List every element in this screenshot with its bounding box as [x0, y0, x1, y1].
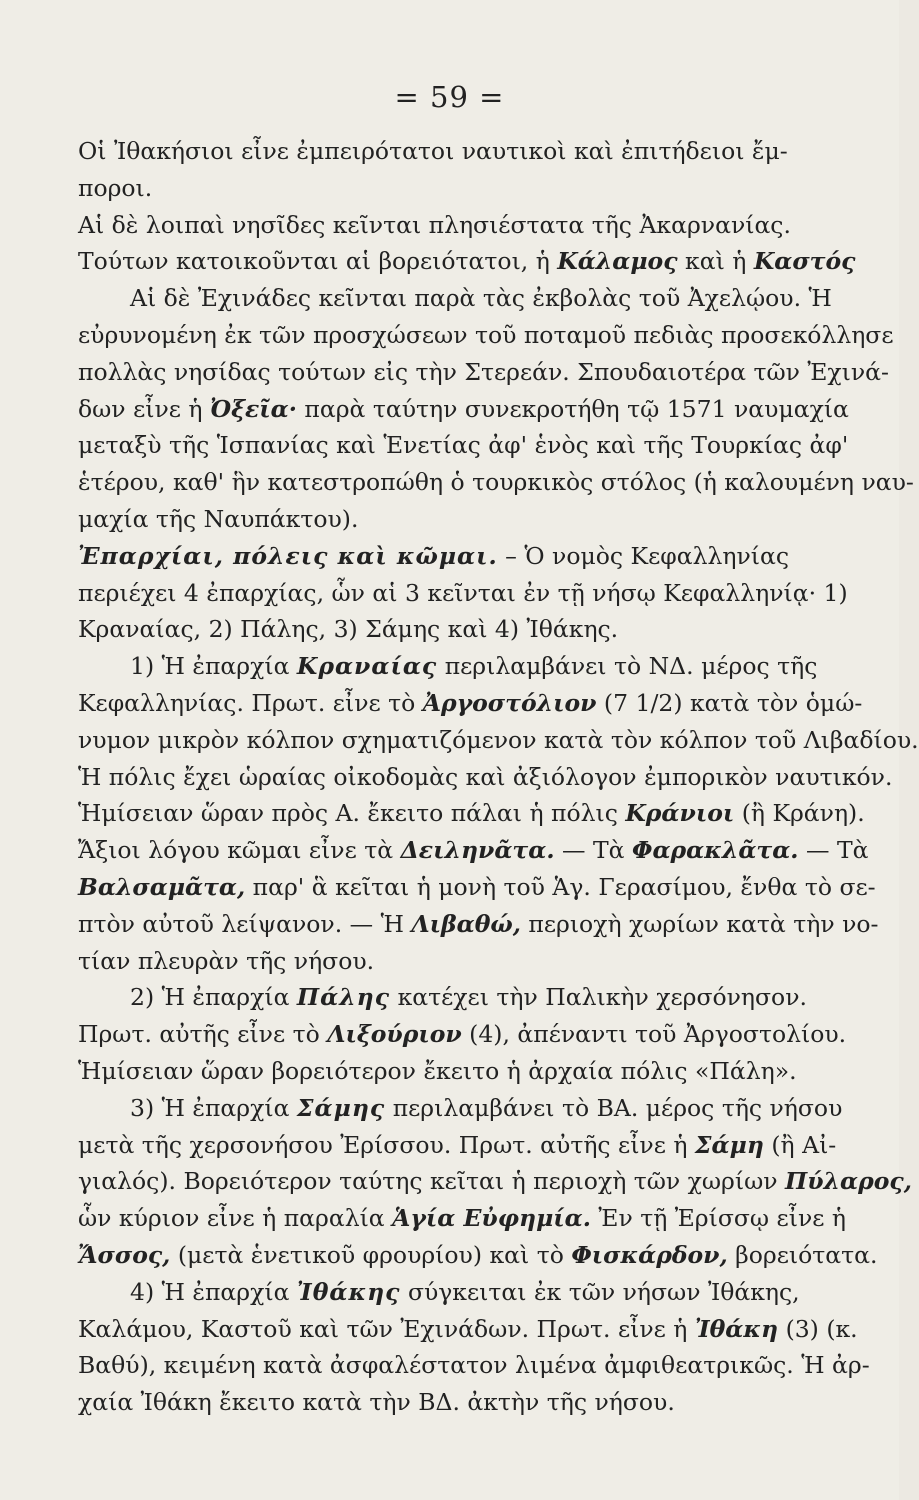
text-run: σύγκειται ἐκ τῶν νήσων Ἰθάκης,	[400, 1277, 800, 1306]
emphasized-term: Ἄσσος,	[78, 1240, 171, 1269]
text-run: παρ' ἃ κεῖται ἡ μονὴ τοῦ Ἁγ. Γερασίμου, ἔνθα τὸ σε-	[245, 872, 876, 901]
emphasized-term: Φαρακλᾶτα.	[631, 836, 799, 865]
text-run: γιαλός). Βορειότερον ταύτης κεῖται ἡ περιοχὴ τῶν χωρίων	[78, 1167, 786, 1196]
text-run: ποροι.	[78, 173, 153, 202]
text-run: (ἢ Κράνη).	[734, 799, 865, 828]
text-run: 2) Ἡ ἐπαρχία	[130, 983, 297, 1012]
text-run: (μετὰ ἑνετικοῦ φρουρίου) καὶ τὸ	[170, 1240, 572, 1269]
emphasized-term: Σάμης	[296, 1093, 386, 1122]
page-number: = 59 =	[394, 80, 505, 114]
text-run: (7 1/2) κατὰ τὸν ὁμώ-	[596, 688, 863, 717]
emphasized-term: Σάμη	[694, 1130, 764, 1159]
text-line	[78, 869, 878, 906]
text-line	[78, 391, 878, 428]
text-run: Ἐν τῇ Ἐρίσσῳ εἶνε ἡ	[590, 1204, 846, 1233]
text-run: Κραναίας, 2) Πάλης, 3) Σάμης καὶ 4) Ἰθάκης.	[78, 615, 619, 644]
emphasized-term: Ἐπαρχίαι, πόλεις καὶ κῶμαι.	[78, 541, 498, 570]
text-run: κατέχει τὴν Παλικὴν χερσόνησον.	[390, 983, 807, 1012]
text-line	[78, 207, 878, 244]
text-line	[78, 243, 878, 280]
text-run: περιέχει 4 ἐπαρχίας, ὧν αἱ 3 κεῖνται ἐν τῇ νήσῳ Κεφαλληνίᾳ· 1)	[78, 578, 848, 607]
emphasized-term: Βαλσαμᾶτα,	[78, 872, 246, 901]
emphasized-term: Κράνιοι	[625, 799, 735, 828]
text-run: Τούτων κατοικοῦνται αἱ βορειότατοι, ἡ	[78, 247, 558, 276]
text-line	[78, 979, 878, 1016]
text-run: Καλάμου, Καστοῦ καὶ τῶν Ἐχινάδων. Πρωτ. εἶνε ἡ	[78, 1314, 695, 1343]
text-run: Ἡμίσειαν ὥραν πρὸς Α. ἔκειτο πάλαι ἡ πόλις	[78, 799, 626, 828]
text-line	[78, 1053, 878, 1090]
emphasized-term: Κραναίας	[296, 652, 438, 681]
text-line	[78, 648, 878, 685]
text-run: πολλὰς νησίδας τούτων εἰς τὴν Στερεάν. Σπουδαιοτέρα τῶν Ἐχινά-	[78, 357, 889, 386]
text-run: πτὸν αὐτοῦ λείψανον. — Ἡ	[78, 909, 412, 938]
emphasized-term: Λιβαθώ,	[411, 909, 521, 938]
body-text	[78, 133, 919, 1421]
text-run: ὧν κύριον εἶνε ἡ παραλία	[78, 1204, 393, 1233]
text-run: Ἡ πόλις ἔχει ὡραίας οἰκοδομὰς καὶ ἀξιόλογον ἐμπορικὸν ναυτικόν.	[78, 762, 893, 791]
text-line	[78, 1384, 878, 1421]
text-line	[78, 1163, 912, 1200]
text-line	[78, 354, 889, 391]
text-line	[78, 685, 878, 722]
text-line	[78, 832, 878, 869]
text-run: (4), ἀπέναντι τοῦ Ἀργοστολίου.	[461, 1020, 847, 1049]
text-line	[78, 464, 914, 501]
text-run: Αἱ δὲ λοιπαὶ νησῖδες κεῖνται πλησιέστατα τῆς Ἀκαρνανίας.	[78, 210, 791, 239]
text-run: 3) Ἡ ἐπαρχία	[130, 1093, 297, 1122]
text-run: Αἱ δὲ Ἐχινάδες κεῖνται παρὰ τὰς ἐκβολὰς τοῦ Ἀχελῴου. Ἡ	[130, 284, 832, 313]
text-run: περιοχὴ χωρίων κατὰ τὴν νο-	[520, 909, 879, 938]
text-line	[78, 1090, 878, 1127]
text-line	[78, 538, 878, 575]
text-line	[78, 611, 878, 648]
text-run: Ἡμίσειαν ὥραν βορειότερον ἔκειτο ἡ ἀρχαία πόλις «Πάλη».	[78, 1056, 797, 1085]
emphasized-term: Ἰθάκη	[694, 1314, 779, 1343]
text-line	[78, 575, 878, 612]
text-run: παρὰ ταύτην συνεκροτήθη τῷ 1571 ναυμαχία	[296, 394, 849, 423]
text-line	[78, 795, 878, 832]
text-run: μαχία τῆς Ναυπάκτου).	[78, 504, 359, 533]
text-run: περιλαμβάνει τὸ ΒΑ. μέρος τῆς νήσου	[385, 1093, 843, 1122]
text-line	[78, 943, 878, 980]
text-line	[78, 280, 878, 317]
text-run: 1) Ἡ ἐπαρχία	[130, 652, 297, 681]
text-run: Ἄξιοι λόγου κῶμαι εἶνε τὰ	[78, 836, 401, 865]
text-run: – Ὁ νομὸς Κεφαλληνίας	[497, 541, 789, 570]
text-run: Οἱ Ἰθακήσιοι εἶνε ἐμπειρότατοι ναυτικοὶ καὶ ἐπιτήδειοι ἔμ-	[78, 137, 788, 165]
text-line	[78, 759, 893, 796]
emphasized-term: Λιξούριον	[327, 1020, 462, 1049]
emphasized-term: Δειληνᾶτα.	[400, 836, 555, 865]
text-run: — Τὰ	[554, 836, 632, 865]
text-run: Πρωτ. αὐτῆς εἶνε τὸ	[78, 1020, 328, 1049]
text-line	[78, 133, 878, 170]
text-run: δων εἶνε ἡ	[78, 394, 210, 423]
text-run: ἑτέρου, καθ' ἣν κατεστροπώθη ὁ τουρκικὸς στόλος (ἡ καλουμένη ναυ-	[78, 468, 914, 497]
text-run: χαία Ἰθάκη ἔκειτο κατὰ τὴν ΒΔ. ἀκτὴν τῆς νήσου.	[78, 1388, 675, 1417]
text-run: καὶ ἡ	[677, 247, 754, 276]
emphasized-term: Φισκάρδον,	[571, 1240, 728, 1269]
text-line	[78, 1237, 878, 1274]
emphasized-term: Ἁγία Εὐφημία.	[392, 1204, 591, 1233]
text-line	[78, 317, 894, 354]
text-line	[78, 427, 878, 464]
emphasized-term: Πάλης	[296, 983, 391, 1012]
text-line	[78, 1347, 878, 1384]
emphasized-term: Καστός	[753, 247, 856, 276]
text-run: μεταξὺ τῆς Ἱσπανίας καὶ Ἑνετίας ἀφ' ἑνὸς καὶ τῆς Τουρκίας ἀφ'	[78, 431, 849, 460]
text-line	[78, 722, 919, 759]
text-line	[78, 1274, 878, 1311]
text-run: εὐρυνομένη ἐκ τῶν προσχώσεων τοῦ ποταμοῦ πεδιὰς προσεκόλλησε	[78, 320, 894, 349]
text-run: τίαν πλευρὰν τῆς νήσου.	[78, 946, 375, 975]
text-line	[78, 1016, 878, 1053]
text-run: νυμον μικρὸν κόλπον σχηματιζόμενον κατὰ τὸν κόλπον τοῦ Λιβαδίου.	[78, 725, 919, 754]
text-line	[78, 501, 878, 538]
text-run: 4) Ἡ ἐπαρχία	[130, 1277, 297, 1306]
emphasized-term: Πύλαρος,	[785, 1167, 912, 1196]
text-run: — Τὰ	[798, 836, 869, 865]
text-run: Κεφαλληνίας. Πρωτ. εἶνε τὸ	[78, 688, 423, 717]
text-line	[78, 906, 878, 943]
emphasized-term: Ἀργοστόλιον	[422, 688, 597, 717]
text-line	[78, 1311, 878, 1348]
emphasized-term: Ὀξεῖα·	[209, 394, 297, 423]
text-run: περιλαμβάνει τὸ ΝΔ. μέρος τῆς	[437, 652, 818, 681]
emphasized-term: Ἰθάκης	[296, 1277, 401, 1306]
emphasized-term: Κάλαμος	[557, 247, 678, 276]
text-line	[78, 1127, 878, 1164]
text-run: (3) (κ.	[778, 1314, 858, 1343]
text-line	[78, 1200, 878, 1237]
text-line	[78, 170, 878, 207]
text-run: (ἢ Αἰ-	[763, 1130, 837, 1159]
text-run: μετὰ τῆς χερσονήσου Ἐρίσσου. Πρωτ. αὐτῆς εἶνε ἡ	[78, 1130, 695, 1159]
text-run: Βαθύ), κειμένη κατὰ ἀσφαλέστατον λιμένα ἀμφιθεατρικῶς. Ἡ ἀρ-	[78, 1351, 870, 1380]
text-run: βορειότατα.	[727, 1240, 878, 1269]
